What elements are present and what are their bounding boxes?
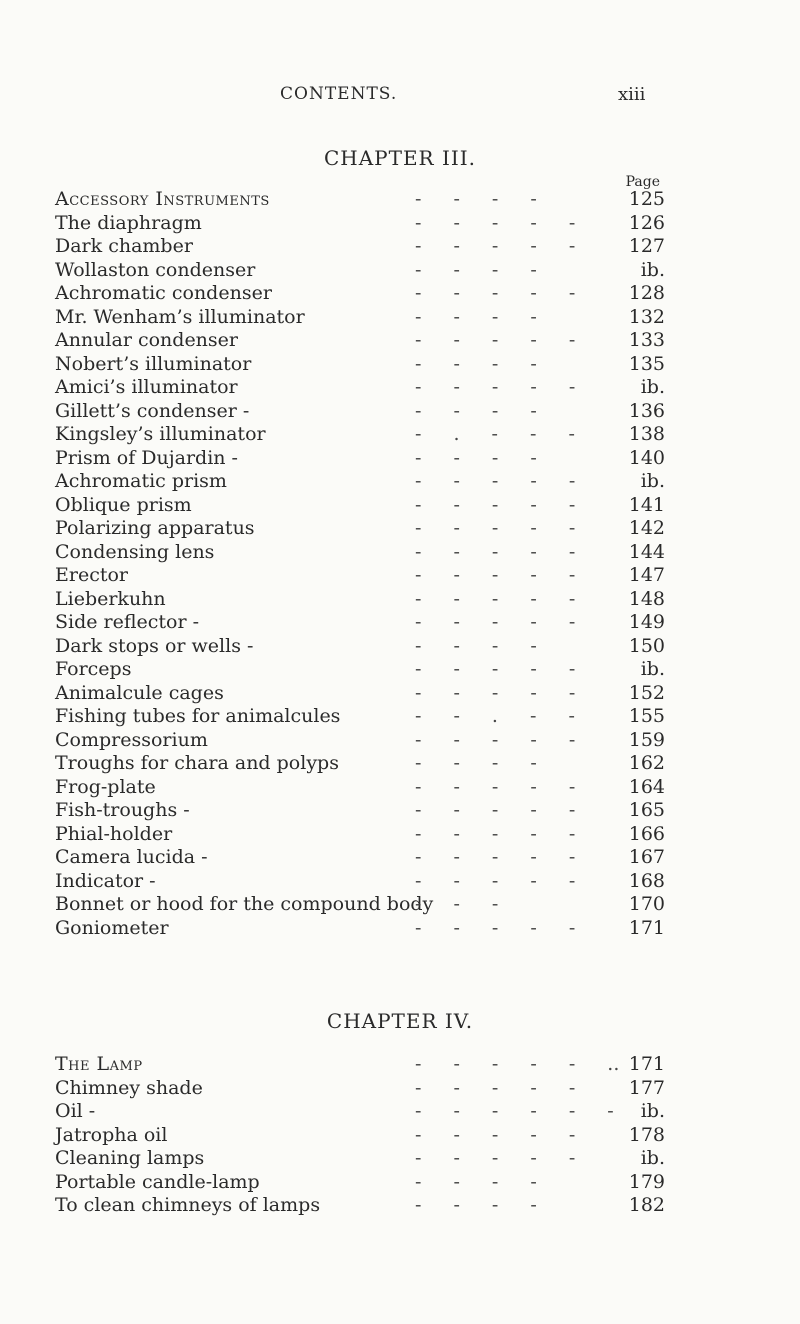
toc-entry (55, 470, 665, 494)
toc-dot-leader: - - - - - (415, 211, 576, 234)
toc-entry (55, 235, 665, 259)
toc-entry-page: 166 (628, 822, 665, 845)
toc-dot-leader: - - - - (415, 399, 537, 422)
toc-dot-leader: - - - - (415, 305, 537, 328)
toc-entry-page: 171 (628, 916, 665, 939)
toc-entry-page: 182 (628, 1194, 665, 1216)
toc-entry-title: Animalcule cages (55, 681, 224, 704)
toc-entry-page: 144 (628, 540, 665, 563)
toc-entry-title: Oblique prism (55, 493, 192, 516)
toc-entry (55, 1077, 665, 1101)
toc-entry-page: ib. (640, 1147, 665, 1169)
toc-entry (55, 729, 665, 753)
toc-entry (55, 823, 665, 847)
toc-entry-title: Side reflector - (55, 611, 200, 633)
toc-entry-title: To clean chimneys of lamps (55, 1194, 321, 1216)
toc-entry-page: 177 (628, 1076, 665, 1099)
toc-dot-leader: - - - - (415, 1194, 537, 1216)
toc-dot-leader: - - . - - (415, 705, 575, 727)
toc-entry-title: Indicator - (55, 869, 156, 892)
toc-entry-page: 152 (628, 681, 665, 704)
toc-entry-title: Annular condenser (55, 329, 238, 351)
toc-entry-title: Dark stops or wells - (55, 634, 254, 657)
toc-entry-page: ib. (640, 258, 665, 281)
toc-dot-leader: - - - - (415, 446, 537, 469)
toc-dot-leader: - - - - - (415, 587, 576, 610)
toc-dot-leader: - - - - - (415, 470, 576, 492)
toc-dot-leader: - - - - (415, 1170, 537, 1193)
toc-entry (55, 376, 665, 400)
toc-entry (55, 188, 665, 212)
toc-entry (55, 282, 665, 306)
toc-dot-leader: - - - - - (415, 376, 576, 398)
toc-entry (55, 799, 665, 823)
toc-entry-page: 141 (628, 493, 665, 516)
toc-entry-page: 170 (628, 893, 665, 915)
toc-dot-leader: - - - - - (415, 1123, 576, 1146)
toc-entry (55, 1053, 665, 1077)
toc-entry-page: 165 (628, 799, 665, 821)
toc-entry-page: 140 (628, 446, 665, 469)
toc-list-chapter-iii (55, 188, 665, 940)
toc-dot-leader: - . - - - (415, 423, 575, 445)
toc-entry-title: Erector (55, 564, 128, 586)
toc-dot-leader: - - - - - (415, 846, 576, 868)
toc-list-chapter-iv (55, 1053, 665, 1218)
toc-entry-page: 171 (628, 1053, 665, 1075)
toc-dot-leader: - - - - (415, 258, 537, 281)
toc-entry (55, 423, 665, 447)
toc-entry (55, 752, 665, 776)
toc-entry-title: Accessory Instruments (55, 188, 270, 210)
toc-dot-leader: - - - - - (415, 540, 576, 563)
toc-entry-page: 162 (628, 752, 665, 774)
toc-entry-page: 179 (628, 1170, 665, 1193)
toc-entry-title: Fish-troughs - (55, 799, 190, 821)
toc-entry-page: ib. (640, 376, 665, 398)
toc-entry-title: Troughs for chara and polyps (55, 752, 339, 774)
toc-entry (55, 1100, 665, 1124)
toc-entry-title: The Lamp (55, 1053, 143, 1075)
toc-entry (55, 705, 665, 729)
toc-dot-leader: - - - - - (415, 775, 576, 798)
toc-entry-title: Portable candle-lamp (55, 1170, 260, 1193)
toc-entry (55, 1194, 665, 1218)
toc-dot-leader: - - - - - (415, 611, 576, 633)
toc-entry (55, 353, 665, 377)
toc-entry-page: 138 (628, 423, 665, 445)
toc-entry-page: 155 (628, 705, 665, 727)
toc-entry (55, 870, 665, 894)
toc-entry (55, 541, 665, 565)
toc-entry (55, 517, 665, 541)
toc-dot-leader: - - - - - (415, 916, 576, 939)
toc-entry-title: Frog-plate (55, 775, 156, 798)
toc-entry-title: Lieberkuhn (55, 587, 166, 610)
toc-entry-page: 136 (628, 399, 665, 422)
toc-dot-leader: - - - - - (415, 658, 576, 680)
toc-dot-leader: - - - - - (415, 822, 576, 845)
toc-entry-page: ib. (640, 470, 665, 492)
toc-entry (55, 588, 665, 612)
toc-dot-leader: - - - - - (415, 564, 576, 586)
toc-entry-title: Gillett’s condenser - (55, 399, 250, 422)
toc-entry-title: Prism of Dujardin - (55, 446, 238, 469)
toc-entry-page: 148 (628, 587, 665, 610)
toc-entry-page: 128 (628, 282, 665, 304)
toc-dot-leader: - - - - - (415, 799, 576, 821)
running-title: CONTENTS. (280, 84, 398, 104)
toc-dot-leader: - - - - - (415, 1147, 576, 1169)
toc-entry (55, 893, 665, 917)
toc-entry (55, 447, 665, 471)
toc-entry-page: 147 (628, 564, 665, 586)
toc-dot-leader: - - - - - (415, 517, 576, 539)
toc-entry (55, 1171, 665, 1195)
toc-entry-page: 164 (628, 775, 665, 798)
toc-entry-title: Fishing tubes for animalcules (55, 705, 341, 727)
toc-entry-title: Nobert’s illuminator (55, 352, 252, 375)
toc-dot-leader: - - - - (415, 352, 537, 375)
toc-entry-page: 132 (628, 305, 665, 328)
toc-entry-page: 167 (628, 846, 665, 868)
page-column-label: Page (625, 174, 660, 190)
toc-entry (55, 212, 665, 236)
toc-entry (55, 917, 665, 941)
toc-dot-leader: - - - - - (415, 681, 576, 704)
toc-entry-page: 127 (628, 235, 665, 257)
toc-entry-page: 133 (628, 329, 665, 351)
toc-dot-leader: - - - - - (415, 235, 576, 257)
toc-entry-title: Amici’s illuminator (55, 376, 238, 398)
toc-entry-title: Achromatic condenser (55, 282, 272, 304)
toc-entry-title: Achromatic prism (55, 470, 227, 492)
toc-dot-leader: - - - - - (415, 282, 576, 304)
toc-entry-page: 135 (628, 352, 665, 375)
toc-entry-page: 149 (628, 611, 665, 633)
toc-entry-page: 150 (628, 634, 665, 657)
toc-entry-page: 159 (628, 728, 665, 751)
toc-entry-page: 168 (628, 869, 665, 892)
toc-entry-page: 126 (628, 211, 665, 234)
toc-entry (55, 329, 665, 353)
toc-dot-leader: - - - - (415, 188, 537, 210)
toc-dot-leader: - - - - - - (415, 1100, 614, 1122)
chapter-heading: CHAPTER IV. (326, 1009, 474, 1033)
toc-dot-leader: - - - - (415, 634, 537, 657)
toc-entry-title: Bonnet or hood for the compound body (55, 893, 434, 915)
page-folio: xiii (618, 84, 646, 105)
toc-entry-title: Compressorium (55, 728, 208, 751)
toc-entry-page: 125 (628, 188, 665, 210)
toc-entry (55, 658, 665, 682)
toc-dot-leader: - - - - - (415, 329, 576, 351)
toc-entry (55, 776, 665, 800)
toc-entry-title: Oil - (55, 1100, 96, 1122)
toc-entry-title: Cleaning lamps (55, 1147, 205, 1169)
toc-entry-page: 142 (628, 517, 665, 539)
toc-entry-title: Polarizing apparatus (55, 517, 255, 539)
toc-entry-title: Goniometer (55, 916, 169, 939)
toc-dot-leader: - - - - - (415, 869, 576, 892)
toc-entry-page: ib. (640, 658, 665, 680)
toc-entry-title: Chimney shade (55, 1076, 203, 1099)
toc-entry (55, 564, 665, 588)
toc-entry-title: Condensing lens (55, 540, 215, 563)
toc-entry-page: 178 (628, 1123, 665, 1146)
toc-entry (55, 259, 665, 283)
toc-entry (55, 846, 665, 870)
toc-entry (55, 1147, 665, 1171)
toc-dot-leader: - - - - (415, 752, 537, 774)
toc-entry-page: ib. (640, 1100, 665, 1122)
toc-entry-title: Jatropha oil (55, 1123, 168, 1146)
toc-entry (55, 635, 665, 659)
running-head (0, 80, 800, 110)
toc-entry-title: Forceps (55, 658, 132, 680)
toc-entry (55, 1124, 665, 1148)
toc-entry (55, 400, 665, 424)
toc-dot-leader: - - - - - (415, 493, 576, 516)
toc-dot-leader: - - - - - (415, 728, 576, 751)
toc-entry-title: Camera lucida - (55, 846, 208, 868)
toc-entry-title: The diaphragm (55, 211, 202, 234)
toc-entry-title: Phial-holder (55, 822, 173, 845)
toc-entry-title: Mr. Wenham’s illuminator (55, 305, 305, 328)
toc-entry-title: Kingsley’s illuminator (55, 423, 266, 445)
toc-entry (55, 611, 665, 635)
toc-dot-leader: - - - - - (415, 1076, 576, 1099)
chapter-heading: CHAPTER III. (323, 146, 477, 170)
toc-dot-leader: - - - - - .. (415, 1053, 620, 1075)
toc-dot-leader: - - - (415, 893, 499, 915)
toc-entry (55, 494, 665, 518)
toc-entry-title: Dark chamber (55, 235, 193, 257)
toc-entry (55, 682, 665, 706)
toc-entry (55, 306, 665, 330)
toc-entry-title: Wollaston condenser (55, 258, 256, 281)
